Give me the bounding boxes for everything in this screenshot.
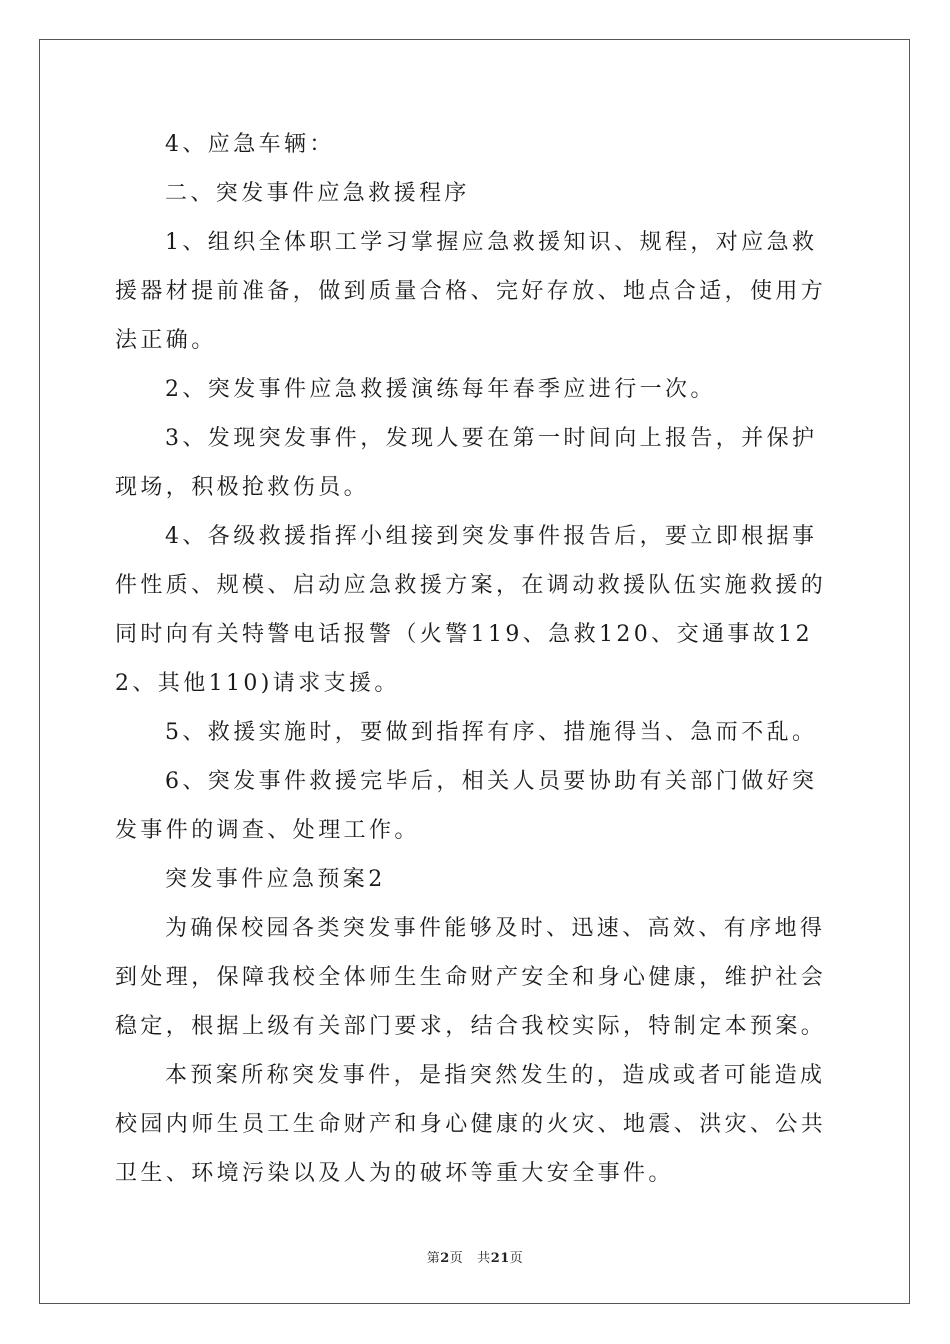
paragraph-step-5: 5、救援实施时，要做到指挥有序、措施得当、急而不乱。 <box>165 720 818 745</box>
paragraph-step-2: 2、突发事件应急救援演练每年春季应进行一次。 <box>165 377 716 402</box>
page-number-prefix: 第 <box>426 1251 441 1266</box>
paragraph-step-4: 4、各级救援指挥小组接到突发事件报告后，要立即根据事件性质、规模、启动应急救援方案，在调动救援队伍实施救援的同时向有关特警电话报警（火警119、急救120、交通事故122、其他110)请求支援。 <box>115 524 827 696</box>
section-heading-plan-2: 突发事件应急预案2 <box>165 867 386 892</box>
paragraph-plan-definition: 本预案所称突发事件，是指突然发生的，造成或者可能造成校园内师生员工生命财产和身心健康的火灾、地震、洪灾、公共卫生、环境污染以及人为的破坏等重大安全事件。 <box>115 1063 827 1186</box>
page-footer <box>0 1247 950 1266</box>
page-total: 21 <box>490 1251 510 1266</box>
paragraph-emergency-vehicles: 4、应急车辆： <box>165 132 335 157</box>
page-total-prefix: 共 <box>477 1251 491 1266</box>
section-heading-rescue-procedure: 二、突发事件应急救援程序 <box>165 181 470 206</box>
paragraph-step-3: 3、发现突发事件，发现人要在第一时间向上报告，并保护现场，积极抢救伤员。 <box>115 426 818 500</box>
page-total-suffix: 页 <box>509 1251 524 1266</box>
page-number-suffix: 页 <box>449 1251 464 1266</box>
paragraph-step-6: 6、突发事件救援完毕后，相关人员要协助有关部门做好突发事件的调查、处理工作。 <box>115 769 818 843</box>
page-number-current: 2 <box>440 1251 450 1266</box>
document-body <box>115 120 837 1198</box>
paragraph-plan-purpose: 为确保校园各类突发事件能够及时、迅速、高效、有序地得到处理，保障我校全体师生生命财产安全和身心健康，维护社会稳定，根据上级有关部门要求，结合我校实际，特制定本预案。 <box>115 916 827 1039</box>
paragraph-step-1: 1、组织全体职工学习掌握应急救援知识、规程，对应急救援器材提前准备，做到质量合格、完好存放、地点合适，使用方法正确。 <box>115 230 827 353</box>
